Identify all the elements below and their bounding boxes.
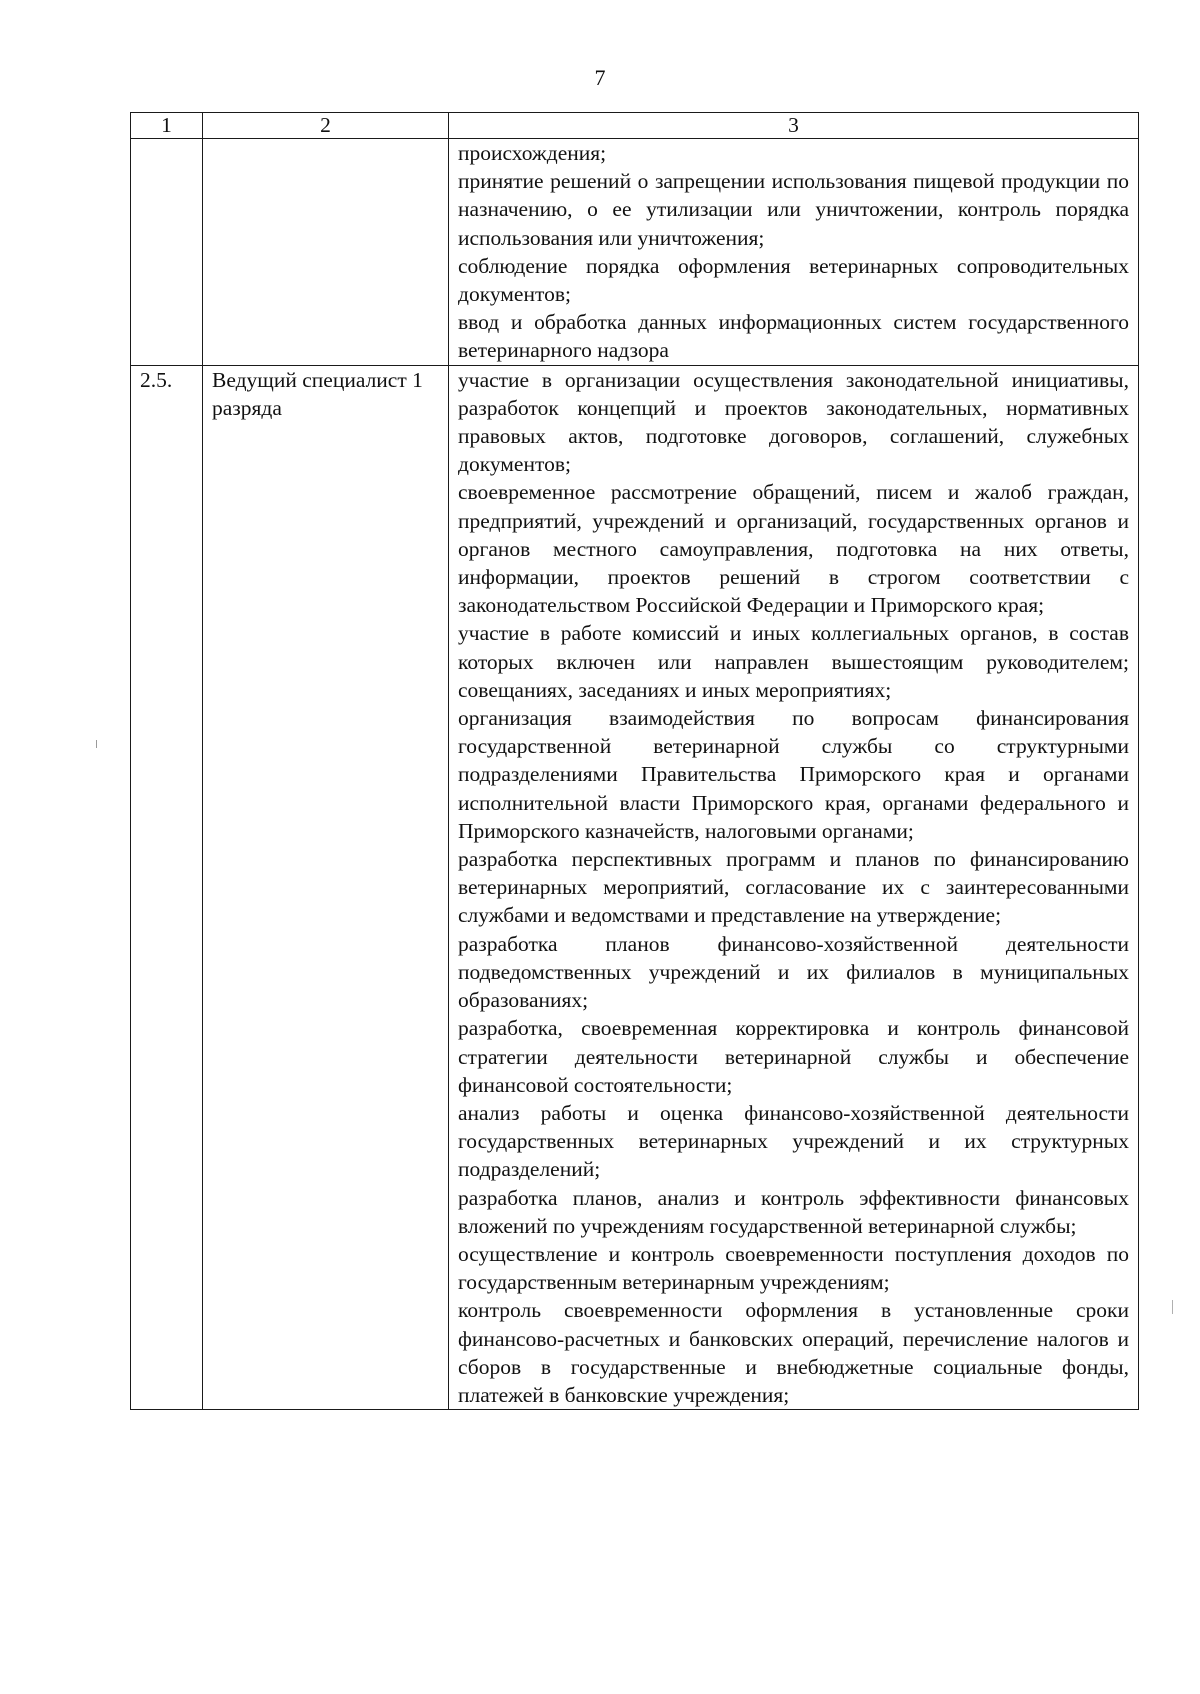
scan-artifact [1172, 1300, 1173, 1314]
duty-item: ввод и обработка данных информационных систем государственного ветеринарного надзора [458, 310, 1129, 363]
duty-item: участие в работе комиссий и иных коллегиальных органов, в состав которых включен или направлен вышестоящим руководителем; совещаниях, заседаниях и иных мероприятиях; [458, 621, 1129, 702]
duty-item: принятие решений о запрещении использования пищевой продукции по назначению, о ее утилизации или уничтожении, контроль порядка использования или уничтожения; [458, 169, 1129, 250]
table-row [131, 139, 1139, 366]
duty-list [458, 366, 1129, 1410]
page-number: 7 [594, 65, 606, 90]
row-number-cell [131, 139, 203, 366]
duty-item: участие в организации осуществления законодательной инициативы, разработок концепций и проектов законодательных, нормативных правовых актов, подготовке договоров, соглашений, служебных документов; [458, 367, 1129, 477]
duty-list [458, 139, 1129, 365]
duty-item: организация взаимодействия по вопросам финансирования государственной ветеринарной службы со структурными подразделениями Правительства Приморского края и органами исполнительной власти Приморского края, органами федерального и Приморского казначейств, налоговыми органами; [458, 706, 1129, 843]
duty-item: своевременное рассмотрение обращений, писем и жалоб граждан, предприятий, учреждений и организаций, государственных органов и органов местного самоуправления, подготовка на них ответы, информации, проектов решений в строгом соответствии с законодательством Российской Федерации и Приморского края; [458, 480, 1129, 618]
column-header-2: 2 [203, 113, 449, 139]
column-header-1: 1 [131, 113, 203, 139]
duty-item: происхождения; [458, 141, 607, 165]
scan-artifact [96, 740, 97, 748]
duty-item: контроль своевременности оформления в установленные сроки финансово-расчетных и банковских операций, перечисление налогов и сборов в государственные и внебюджетные социальные фонды, платежей в банковские учреждения; [458, 1298, 1129, 1407]
duty-item: разработка планов, анализ и контроль эффективности финансовых вложений по учреждениям государственной ветеринарной службы; [458, 1185, 1129, 1238]
duties-table [130, 112, 1139, 1410]
duty-item: соблюдение порядка оформления ветеринарных сопроводительных документов; [458, 253, 1129, 307]
column-header-3: 3 [449, 113, 1139, 139]
duty-item: осуществление и контроль своевременности поступления доходов по государственным ветеринарным учреждениям; [458, 1241, 1129, 1295]
table-header-row [131, 113, 1139, 139]
row-number-cell: 2.5. [131, 365, 203, 1410]
duties-cell [449, 139, 1139, 366]
table-row [131, 365, 1139, 1410]
duty-item: анализ работы и оценка финансово-хозяйственной деятельности государственных ветеринарных учреждений и их структурных подразделений; [458, 1100, 1129, 1182]
duty-item: разработка, своевременная корректировка и контроль финансовой стратегии деятельности ветеринарной службы и обеспечение финансовой состоятельности; [458, 1016, 1129, 1097]
duty-item: разработка планов финансово-хозяйственной деятельности подведомственных учреждений и их филиалов в муниципальных образованиях; [458, 931, 1129, 1013]
position-cell: Ведущий специалист 1 разряда [203, 365, 449, 1410]
position-cell [203, 139, 449, 366]
duty-item: разработка перспективных программ и планов по финансированию ветеринарных мероприятий, согласование их с заинтересованными службами и ведомствами и представление на утверждение; [458, 847, 1129, 928]
duties-cell [449, 365, 1139, 1410]
